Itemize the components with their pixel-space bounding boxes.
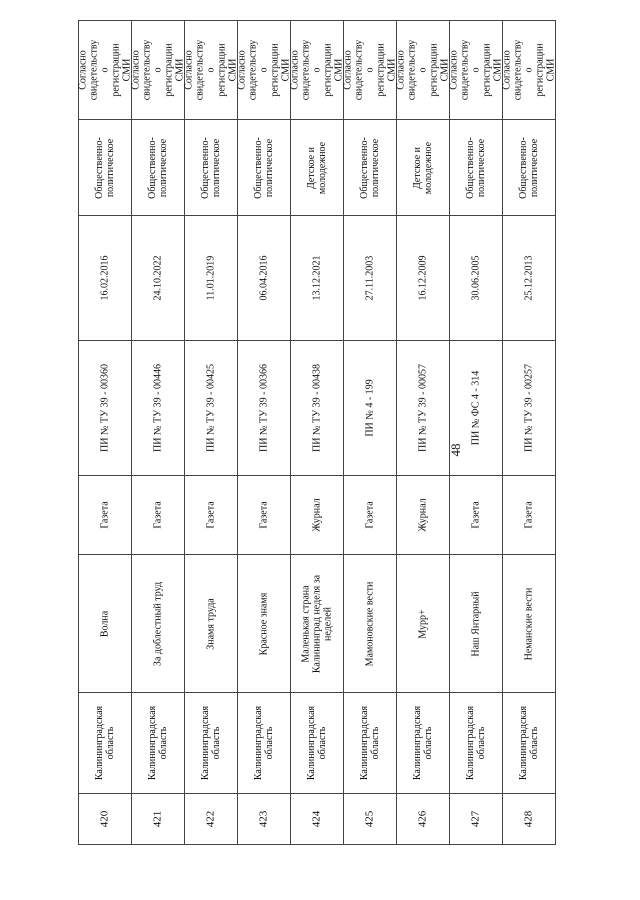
registration-cell <box>132 341 185 476</box>
name-text: За доблестный труд <box>152 581 164 666</box>
registration-text: ПИ № 4 - 199 <box>364 379 376 437</box>
note-text: Согласно свидетельству о регистрации СМИ <box>183 39 239 101</box>
note-cell <box>450 21 503 120</box>
note-text: Согласно свидетельству о регистрации СМИ <box>501 39 557 101</box>
type-cell <box>450 476 503 555</box>
category-cell <box>397 120 450 216</box>
type-cell <box>185 476 238 555</box>
category-cell <box>132 120 185 216</box>
name-cell <box>185 555 238 693</box>
registry-table <box>78 20 556 845</box>
type-text: Журнал <box>417 498 429 532</box>
category-cell <box>450 120 503 216</box>
row-number: 426 <box>416 810 429 828</box>
region-cell <box>185 693 238 794</box>
name-cell <box>450 555 503 693</box>
registration-text: ПИ № ФС 4 - 314 <box>470 370 482 446</box>
date-cell <box>185 216 238 341</box>
note-text: Согласно свидетельству о регистрации СМИ <box>77 39 133 101</box>
category-text: Общественно-политическое <box>200 136 222 199</box>
registration-cell <box>344 341 397 476</box>
date-text: 30.06.2005 <box>470 255 482 301</box>
category-row <box>79 120 556 216</box>
registration-text: ПИ № ТУ 39 - 00446 <box>152 363 164 453</box>
note-cell <box>238 21 291 120</box>
name-text: Мурр+ <box>417 608 429 639</box>
region-cell <box>79 693 132 794</box>
registration-text: ПИ № ТУ 39 - 00257 <box>523 363 535 453</box>
type-cell <box>397 476 450 555</box>
number-cell <box>185 794 238 845</box>
region-cell <box>397 693 450 794</box>
note-text: Согласно свидетельству о регистрации СМИ <box>342 39 398 101</box>
registration-cell <box>397 341 450 476</box>
number-cell <box>238 794 291 845</box>
note-cell <box>185 21 238 120</box>
note-cell <box>79 21 132 120</box>
region-cell <box>503 693 556 794</box>
region-row <box>79 693 556 794</box>
row-number: 421 <box>151 810 164 828</box>
row-number: 425 <box>363 810 376 828</box>
type-cell <box>291 476 344 555</box>
name-cell <box>291 555 344 693</box>
name-text: Наш Янтарный <box>470 590 482 657</box>
number-cell <box>291 794 344 845</box>
category-cell <box>291 120 344 216</box>
registration-cell <box>291 341 344 476</box>
type-cell <box>344 476 397 555</box>
category-text: Общественно-политическое <box>465 136 487 199</box>
type-cell <box>503 476 556 555</box>
name-text: Волна <box>99 610 111 637</box>
row-number: 420 <box>98 810 111 828</box>
category-cell <box>503 120 556 216</box>
category-text: Общественно-политическое <box>518 136 540 199</box>
name-cell <box>344 555 397 693</box>
type-text: Газета <box>470 501 482 529</box>
category-cell <box>344 120 397 216</box>
region-text: Калининградская область <box>518 705 540 781</box>
date-row <box>79 216 556 341</box>
region-text: Калининградская область <box>94 705 116 781</box>
category-text: Общественно-политическое <box>147 136 169 199</box>
region-text: Калининградская область <box>412 705 434 781</box>
category-cell <box>185 120 238 216</box>
registration-text: ПИ № ТУ 39 - 00366 <box>258 363 270 453</box>
region-cell <box>344 693 397 794</box>
type-cell <box>79 476 132 555</box>
type-text: Газета <box>205 501 217 529</box>
name-cell <box>397 555 450 693</box>
name-cell <box>503 555 556 693</box>
registration-cell <box>185 341 238 476</box>
number-cell <box>132 794 185 845</box>
region-text: Калининградская область <box>306 705 328 781</box>
date-text: 27.11.2003 <box>364 255 376 301</box>
region-cell <box>291 693 344 794</box>
date-cell <box>503 216 556 341</box>
type-text: Газета <box>152 501 164 529</box>
number-cell <box>397 794 450 845</box>
name-cell <box>79 555 132 693</box>
registration-cell <box>79 341 132 476</box>
date-cell <box>450 216 503 341</box>
date-text: 16.12.2009 <box>417 255 429 301</box>
name-text: Маленькая страна Калининград неделя за неделей <box>300 574 334 673</box>
registration-text: ПИ № ТУ 39 - 00438 <box>311 363 323 453</box>
row-number: 427 <box>469 810 482 828</box>
note-cell <box>503 21 556 120</box>
category-text: Детское и молодежное <box>412 141 434 194</box>
note-text: Согласно свидетельству о регистрации СМИ <box>448 39 504 101</box>
date-cell <box>132 216 185 341</box>
row-number: 422 <box>204 810 217 828</box>
region-text: Калининградская область <box>465 705 487 781</box>
type-cell <box>238 476 291 555</box>
date-cell <box>397 216 450 341</box>
name-text: Неманские вести <box>523 587 535 660</box>
note-text: Согласно свидетельству о регистрации СМИ <box>130 39 186 101</box>
name-cell <box>238 555 291 693</box>
region-cell <box>238 693 291 794</box>
number-cell <box>450 794 503 845</box>
name-text: Красное знамя <box>258 592 270 655</box>
date-cell <box>238 216 291 341</box>
region-text: Калининградская область <box>359 705 381 781</box>
name-cell <box>132 555 185 693</box>
category-cell <box>79 120 132 216</box>
note-text: Согласно свидетельству о регистрации СМИ <box>236 39 292 101</box>
note-cell <box>397 21 450 120</box>
type-text: Газета <box>523 501 535 529</box>
note-cell <box>291 21 344 120</box>
number-cell <box>79 794 132 845</box>
registration-row <box>79 341 556 476</box>
date-text: 13.12.2021 <box>311 255 323 301</box>
date-text: 16.02.2016 <box>99 255 111 301</box>
registration-cell <box>238 341 291 476</box>
note-text: Согласно свидетельству о регистрации СМИ <box>395 39 451 101</box>
category-text: Общественно-политическое <box>359 136 381 199</box>
date-cell <box>291 216 344 341</box>
category-text: Общественно-политическое <box>253 136 275 199</box>
name-row <box>79 555 556 693</box>
region-cell <box>132 693 185 794</box>
page-number: 48 <box>448 443 463 457</box>
category-text: Детское и молодежное <box>306 141 328 194</box>
registration-cell <box>450 341 503 476</box>
date-text: 24.10.2022 <box>152 255 164 301</box>
registration-cell <box>503 341 556 476</box>
type-text: Журнал <box>311 498 323 532</box>
registration-text: ПИ № ТУ 39 - 00360 <box>99 363 111 453</box>
date-text: 11.01.2019 <box>205 255 217 301</box>
type-text: Газета <box>99 501 111 529</box>
note-row <box>79 21 556 120</box>
type-text: Газета <box>364 501 376 529</box>
region-text: Калининградская область <box>253 705 275 781</box>
type-text: Газета <box>258 501 270 529</box>
row-number: 428 <box>522 810 535 828</box>
date-text: 25.12.2013 <box>523 255 535 301</box>
region-text: Калининградская область <box>147 705 169 781</box>
category-text: Общественно-политическое <box>94 136 116 199</box>
note-text: Согласно свидетельству о регистрации СМИ <box>289 39 345 101</box>
row-number: 423 <box>257 810 270 828</box>
number-row <box>79 794 556 845</box>
name-text: Знамя труда <box>205 597 217 650</box>
type-cell <box>132 476 185 555</box>
date-cell <box>79 216 132 341</box>
note-cell <box>344 21 397 120</box>
registration-text: ПИ № ТУ 39 - 00425 <box>205 363 217 453</box>
number-cell <box>344 794 397 845</box>
date-text: 06.04.2016 <box>258 255 270 301</box>
row-number: 424 <box>310 810 323 828</box>
date-cell <box>344 216 397 341</box>
note-cell <box>132 21 185 120</box>
number-cell <box>503 794 556 845</box>
name-text: Мамоновские вести <box>364 581 376 666</box>
region-text: Калининградская область <box>200 705 222 781</box>
category-cell <box>238 120 291 216</box>
region-cell <box>450 693 503 794</box>
type-row <box>79 476 556 555</box>
registration-text: ПИ № ТУ 39 - 00057 <box>417 363 429 453</box>
